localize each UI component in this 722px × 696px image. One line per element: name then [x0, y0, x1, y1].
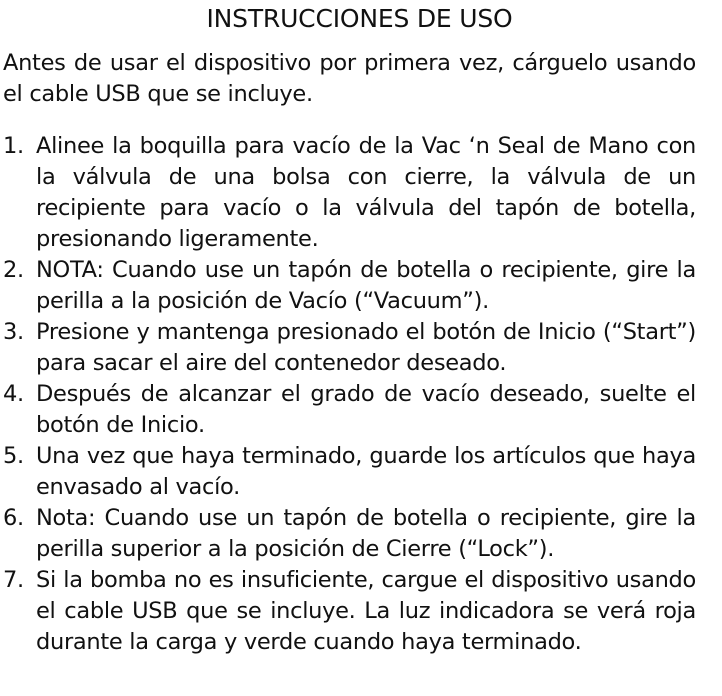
step-text: Si la bomba no es insuficiente, cargue el dispositivo usando el cable USB que se incluye. La luz indicadora se verá roja durante la carga y verde cuando haya terminado. [36, 567, 696, 655]
step-item [3, 441, 696, 503]
step-item [3, 379, 696, 441]
step-number: 6. [3, 505, 24, 531]
step-number: 7. [3, 567, 24, 593]
step-text: NOTA: Cuando use un tapón de botella o recipiente, gire la perilla a la posición de Vacío (“Vacuum”). [36, 257, 696, 314]
intro-paragraph: Antes de usar el dispositivo por primera vez, cárguelo usando el cable USB que se incluye. [3, 50, 696, 107]
step-item [3, 131, 696, 255]
step-item [3, 255, 696, 317]
step-number: 5. [3, 443, 24, 469]
step-number: 2. [3, 257, 24, 283]
step-number: 4. [3, 381, 24, 407]
step-text: Una vez que haya terminado, guarde los artículos que haya envasado al vacío. [36, 443, 696, 500]
step-text: Alinee la boquilla para vacío de la Vac ‘n Seal de Mano con la válvula de una bolsa con cierre, la válvula de un recipiente para vacío o la válvula del tapón de botella, presionando ligeramente. [36, 133, 696, 252]
step-number: 1. [3, 133, 24, 159]
step-item [3, 503, 696, 565]
step-text: Nota: Cuando use un tapón de botella o recipiente, gire la perilla superior a la posición de Cierre (“Lock”). [36, 505, 696, 562]
step-text: Después de alcanzar el grado de vacío deseado, suelte el botón de Inicio. [36, 381, 696, 438]
steps-list [3, 131, 696, 658]
step-text: Presione y mantenga presionado el botón de Inicio (“Start”) para sacar el aire del contenedor deseado. [36, 319, 696, 376]
step-number: 3. [3, 319, 24, 345]
step-item [3, 317, 696, 379]
page-title: INSTRUCCIONES DE USO [206, 4, 513, 33]
step-item [3, 565, 696, 658]
